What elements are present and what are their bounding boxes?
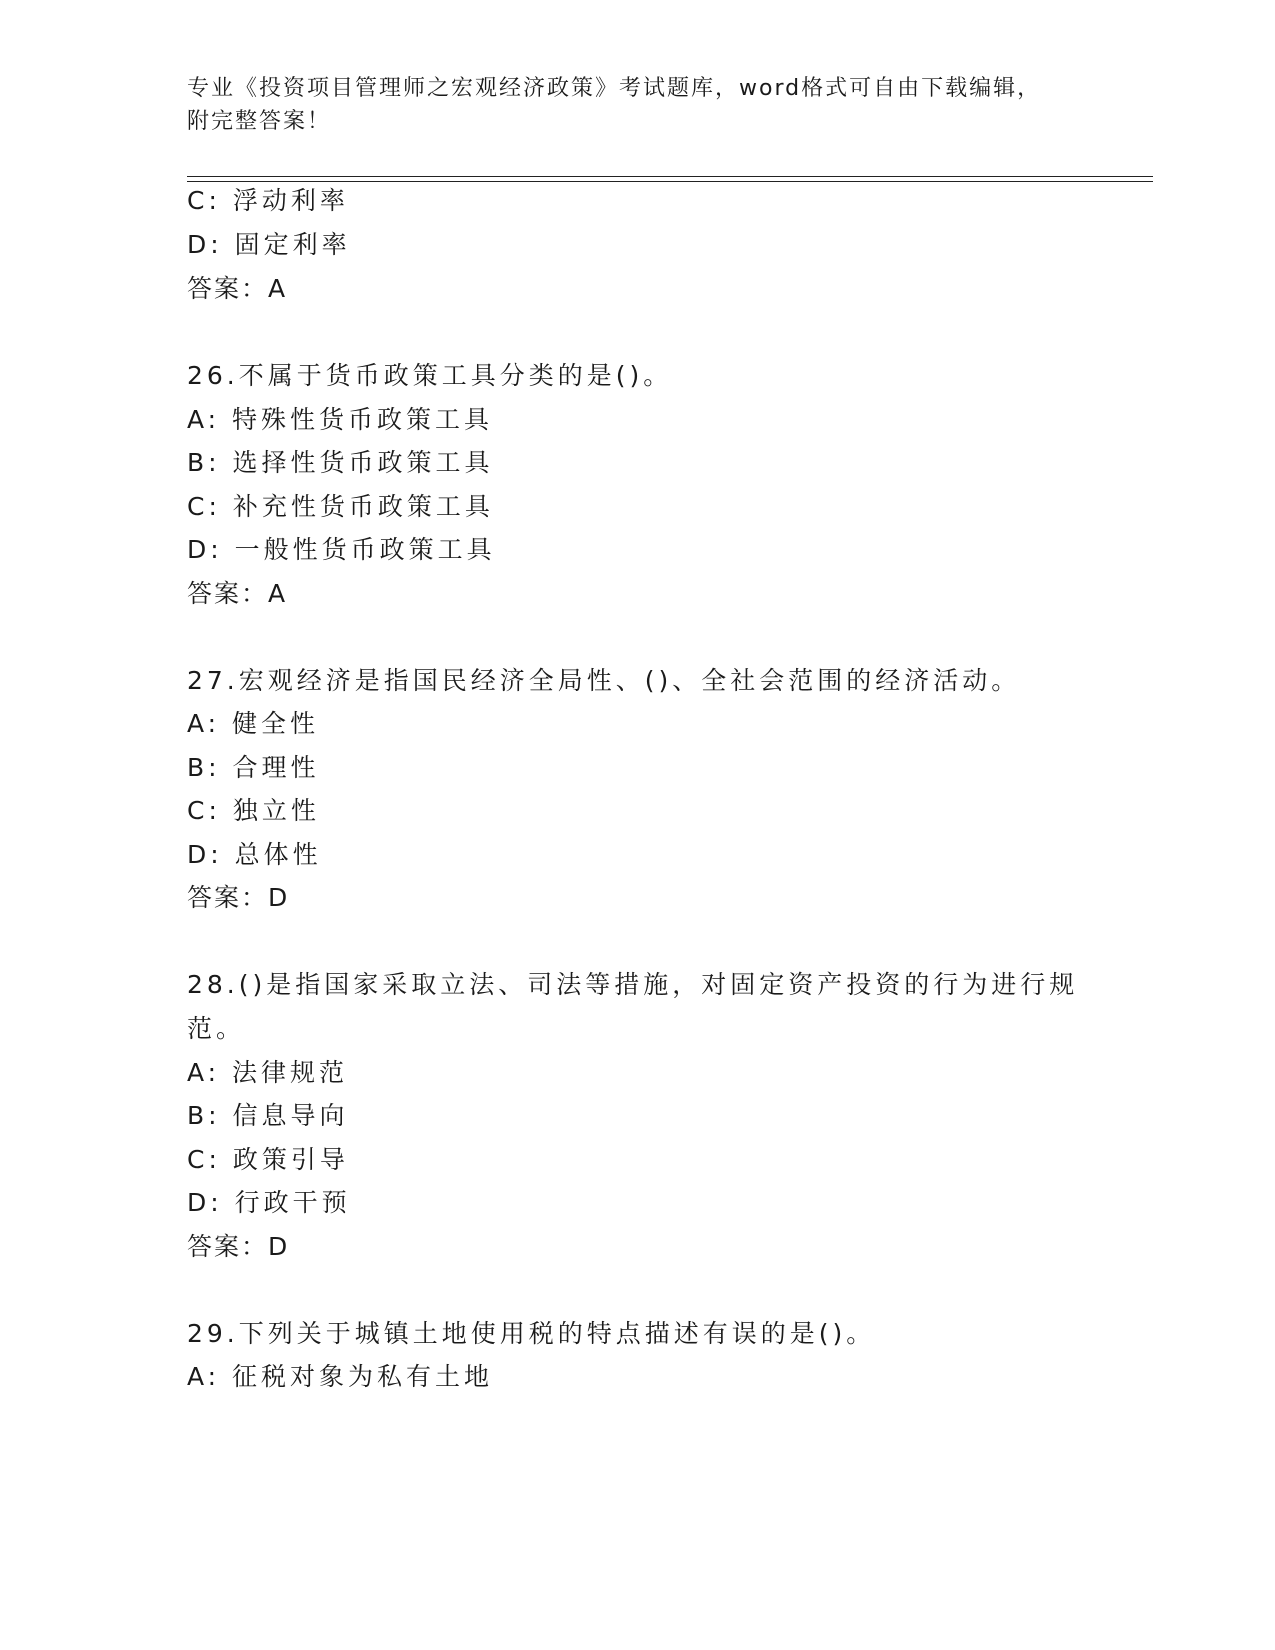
q26-option-b: B: 选择性货币政策工具 [187, 448, 494, 477]
q26-option-d: D: 一般性货币政策工具 [187, 535, 496, 564]
q26-option-c: C: 补充性货币政策工具 [187, 492, 494, 521]
header-line-2: 附完整答案！ [187, 109, 332, 134]
q28-option-d: D: 行政干预 [187, 1188, 351, 1217]
q27-option-d: D: 总体性 [187, 840, 322, 869]
header-double-rule [187, 176, 1153, 182]
q25-answer: 答案：A [187, 274, 288, 303]
q28-option-c: C: 政策引导 [187, 1145, 349, 1174]
q27-option-a: A: 健全性 [187, 709, 320, 738]
q27-stem: 27.宏观经济是指国民经济全局性、()、全社会范围的经济活动。 [187, 666, 1021, 695]
q28-answer: 答案：D [187, 1232, 290, 1261]
q26-answer: 答案：A [187, 579, 288, 608]
q29-stem: 29.下列关于城镇土地使用税的特点描述有误的是()。 [187, 1319, 876, 1348]
q26-option-a: A: 特殊性货币政策工具 [187, 405, 494, 434]
q29-option-a: A: 征税对象为私有土地 [187, 1362, 494, 1391]
q26-stem: 26.不属于货币政策工具分类的是()。 [187, 361, 673, 390]
q27-option-b: B: 合理性 [187, 753, 320, 782]
q28-option-a: A: 法律规范 [187, 1058, 349, 1087]
q28-stem-line-1: 28.()是指国家采取立法、司法等措施，对固定资产投资的行为进行规 [187, 970, 1079, 999]
q25-option-c: C: 浮动利率 [187, 186, 349, 215]
document-header [187, 72, 1087, 138]
q28-stem-line-2: 范。 [187, 1014, 246, 1043]
q27-answer: 答案：D [187, 883, 290, 912]
q27-option-c: C: 独立性 [187, 796, 320, 825]
header-line-1: 专业《投资项目管理师之宏观经济政策》考试题库，word格式可自由下载编辑， [187, 76, 1042, 101]
q25-option-d: D: 固定利率 [187, 230, 351, 259]
q28-option-b: B: 信息导向 [187, 1101, 349, 1130]
